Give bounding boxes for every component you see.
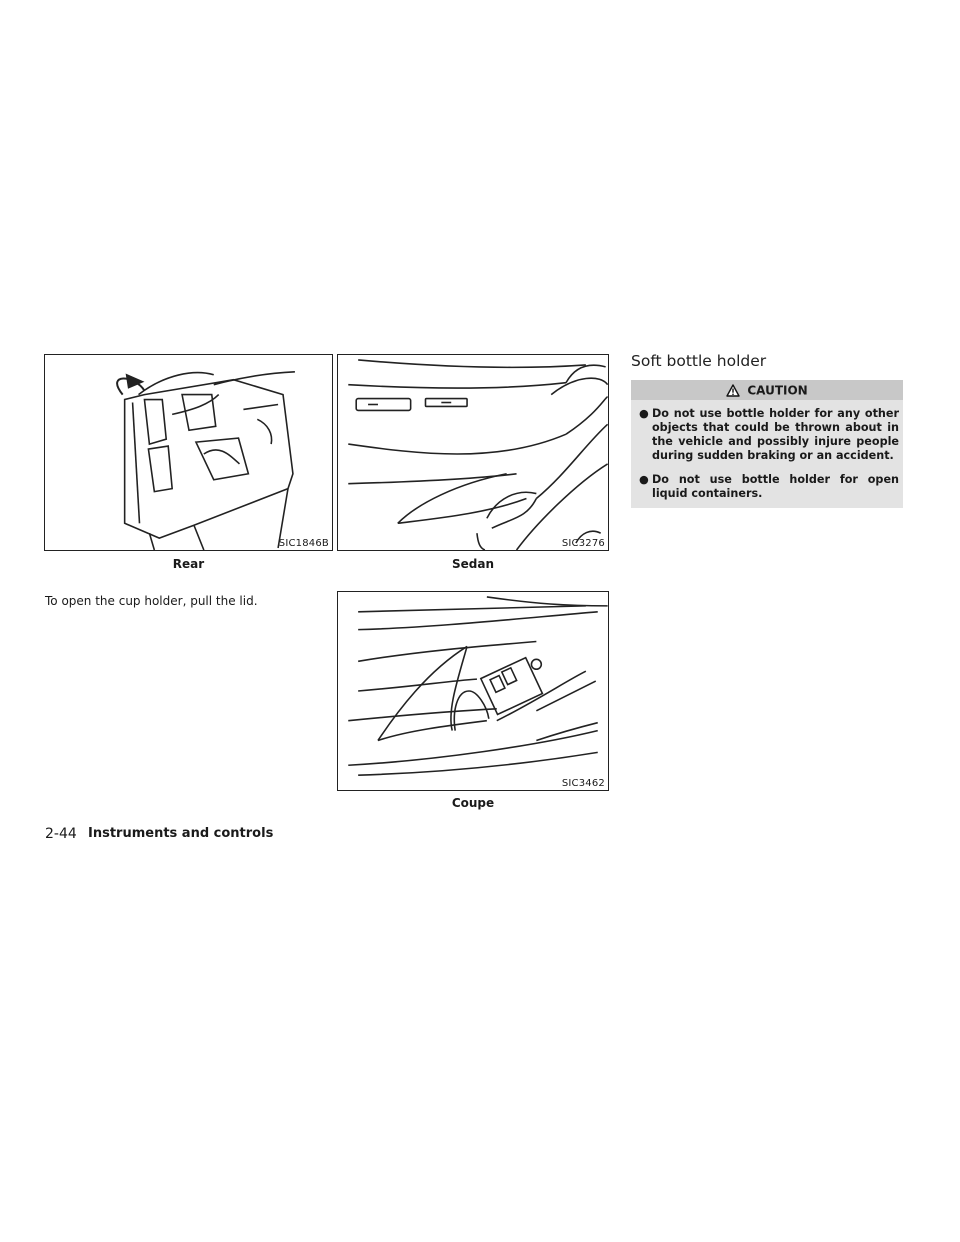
- page-number: 2-44: [45, 826, 77, 842]
- figure-caption-sedan: Sedan: [451, 557, 494, 571]
- bullet-icon: ●: [639, 473, 649, 486]
- warning-icon: [726, 384, 740, 397]
- coupe-bottle-holder-figure: [337, 591, 609, 791]
- caution-item-text: Do not use bottle holder for any other objects that could be thrown about in the vehicle and possibly injure people during sudden braking or an accident.: [652, 407, 899, 462]
- figure-caption-coupe: Coupe: [451, 796, 495, 810]
- sedan-bottle-holder-figure: [337, 354, 609, 551]
- caution-header: [631, 380, 903, 400]
- rear-cup-holder-figure: [44, 354, 333, 551]
- figure-code: SIC3462: [561, 778, 605, 789]
- section-heading: Soft bottle holder: [631, 352, 767, 370]
- figure-code: SIC1846B: [278, 538, 329, 549]
- coupe-door-illustration: [338, 592, 608, 790]
- figure-caption-rear: Rear: [172, 557, 205, 571]
- rear-cup-holder-illustration: [45, 355, 332, 550]
- cup-holder-instruction: To open the cup holder, pull the lid.: [45, 594, 258, 608]
- caution-box: [631, 380, 903, 508]
- section-title: Instruments and controls: [88, 826, 274, 841]
- sedan-door-illustration: [338, 355, 608, 550]
- bullet-icon: ●: [639, 407, 649, 420]
- figure-code: SIC3276: [561, 538, 605, 549]
- caution-item-text: Do not use bottle holder for open liquid containers.: [652, 473, 899, 500]
- caution-item: [639, 407, 899, 463]
- caution-label: CAUTION: [747, 383, 808, 398]
- caution-item: [639, 473, 899, 501]
